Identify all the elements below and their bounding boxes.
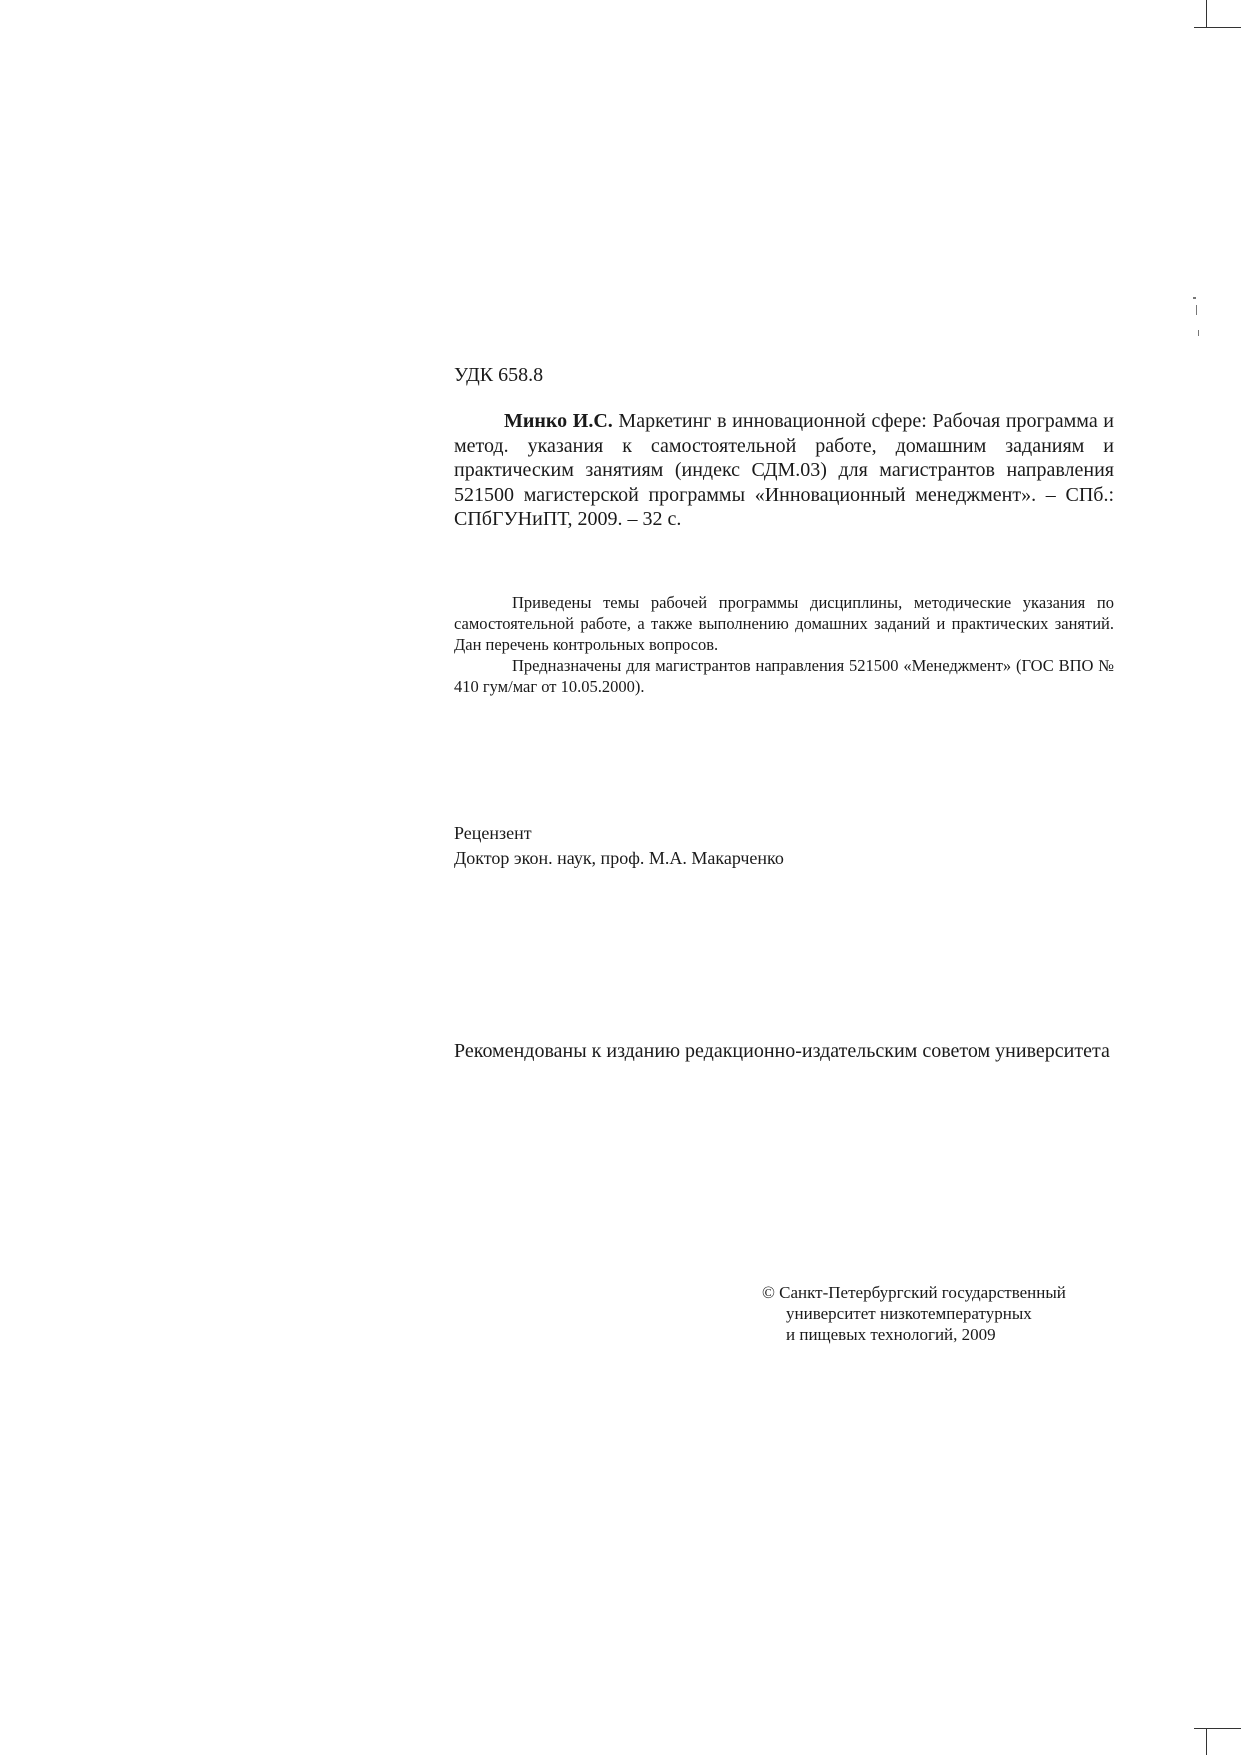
crop-mark-top-horizontal bbox=[1194, 27, 1241, 28]
annotation-paragraph-1: Приведены темы рабочей программы дисциплины, методические указания по самостоятельной работе, а также выполнению домашних заданий и практических занятий. Дан перечень контрольных вопросов. bbox=[454, 593, 1114, 654]
copyright-line-2: университет низкотемпературных bbox=[786, 1304, 1032, 1323]
crop-mark-bottom-vertical bbox=[1206, 1728, 1207, 1755]
scan-speck bbox=[1193, 297, 1196, 299]
citation-body: Маркетинг в инновационной сфере: Рабочая программа и метод. указания к самостоятельной работе, домашним заданиям и практическим занятиям (индекс СДМ.03) для магистрантов направления 521500 магистерской программы «Инновационный менеджмент». – СПб.: СПбГУНиПТ, 2009. – 32 с. bbox=[454, 410, 1115, 530]
scan-speck bbox=[1198, 330, 1199, 336]
reviewer-name: Доктор экон. наук, проф. М.А. Макарченко bbox=[454, 848, 784, 868]
copyright-line-1: © Санкт-Петербургский государственный bbox=[762, 1283, 1066, 1302]
udc-code: УДК 658.8 bbox=[454, 364, 544, 386]
annotation-paragraph-2: Предназначены для магистрантов направления 521500 «Менеджмент» (ГОС ВПО № 410 гум/маг от 10.05.2000). bbox=[454, 656, 1114, 696]
publication-recommendation: Рекомендованы к изданию редакционно-издательским советом университета bbox=[454, 1040, 1110, 1062]
crop-mark-bottom-horizontal bbox=[1194, 1728, 1241, 1729]
copyright-line-3: и пищевых технологий, 2009 bbox=[786, 1325, 996, 1344]
reviewer-heading: Рецензент bbox=[454, 823, 532, 843]
citation-author: Минко И.С. bbox=[504, 410, 613, 432]
annotation bbox=[454, 592, 1114, 697]
bibliographic-citation bbox=[454, 409, 1114, 532]
scan-speck bbox=[1196, 305, 1197, 315]
crop-mark-top-vertical bbox=[1206, 0, 1207, 28]
reviewer-block bbox=[454, 821, 784, 871]
copyright-notice bbox=[762, 1282, 1122, 1345]
